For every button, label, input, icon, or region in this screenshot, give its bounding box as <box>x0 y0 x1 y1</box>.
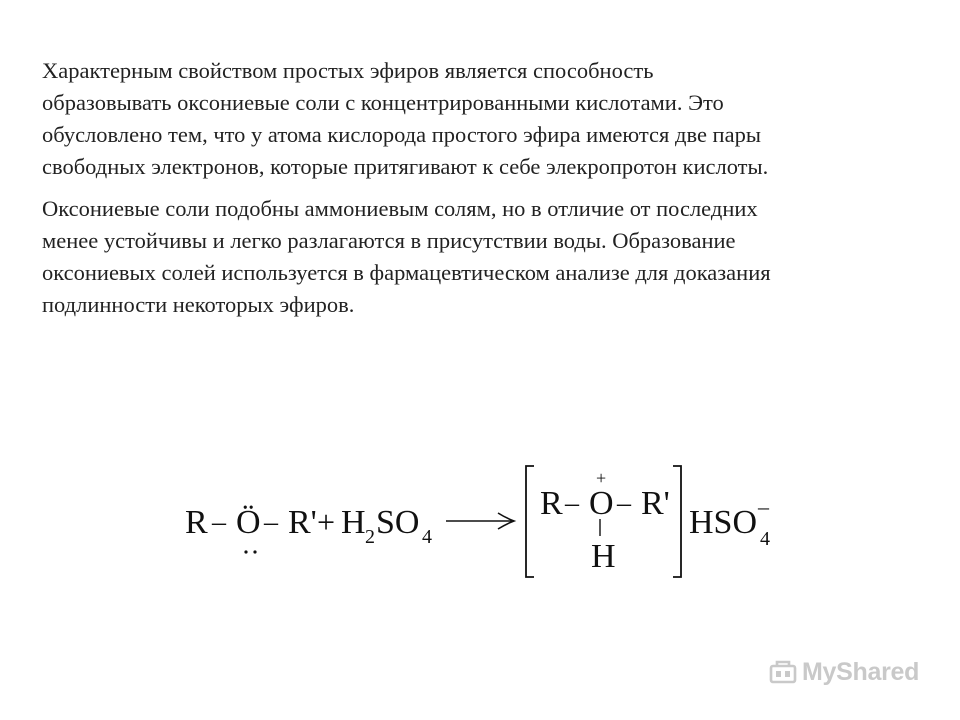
acid-so: SO <box>376 504 420 541</box>
reaction-arrow <box>446 513 514 529</box>
anion-charge: – <box>758 494 769 519</box>
product-dash-2: – <box>617 488 631 519</box>
watermark-text: MyShared <box>802 657 920 686</box>
paragraph-line: обусловлено тем, что у атома кислорода простого эфира имеются две пары <box>42 122 761 147</box>
paragraph-line: свободных электронов, которые притягивают к себе элекропротон кислоты. <box>42 154 769 179</box>
reactant-r-prime: R' <box>288 504 317 541</box>
paragraph-line: оксониевых солей используется в фармацевтическом анализе для доказания <box>42 260 771 285</box>
product-oxygen: O <box>589 485 614 522</box>
reactant-oxygen: Ö <box>236 504 261 541</box>
product-r-prime: R' <box>641 485 670 522</box>
product-hydrogen: H <box>591 538 616 575</box>
acid-h: H <box>341 504 366 541</box>
anion-subscript: 4 <box>760 528 770 550</box>
reactant-dash-2: – <box>264 507 278 538</box>
paragraph-line: Характерным свойством простых эфиров является способность <box>42 58 654 83</box>
lone-pair-dot <box>244 550 247 553</box>
reactant-dash-1: – <box>212 507 226 538</box>
paragraph-line: Оксониевые соли подобны аммониевым солям, но в отличие от последних <box>42 196 758 221</box>
paragraph-line: образовывать оксониевые соли с концентрированными кислотами. Это <box>42 90 724 115</box>
acid-h-subscript: 2 <box>365 526 375 548</box>
watermark <box>768 652 919 692</box>
reactant-r: R <box>185 504 208 541</box>
paragraph-line: менее устойчивы и легко разлагаются в присутствии воды. Образование <box>42 228 736 253</box>
left-bracket <box>526 466 534 577</box>
lone-pair-dot <box>253 550 256 553</box>
myshared-logo-icon <box>768 657 798 687</box>
product-r: R <box>540 485 563 522</box>
paragraph-line: подлинности некоторых эфиров. <box>42 292 355 317</box>
plus-sign: + <box>317 504 336 540</box>
product-charge: + <box>596 468 607 488</box>
right-bracket <box>673 466 681 577</box>
anion-hso: HSO <box>689 504 758 541</box>
acid-so-subscript: 4 <box>422 526 432 548</box>
product-dash-1: – <box>565 488 579 519</box>
